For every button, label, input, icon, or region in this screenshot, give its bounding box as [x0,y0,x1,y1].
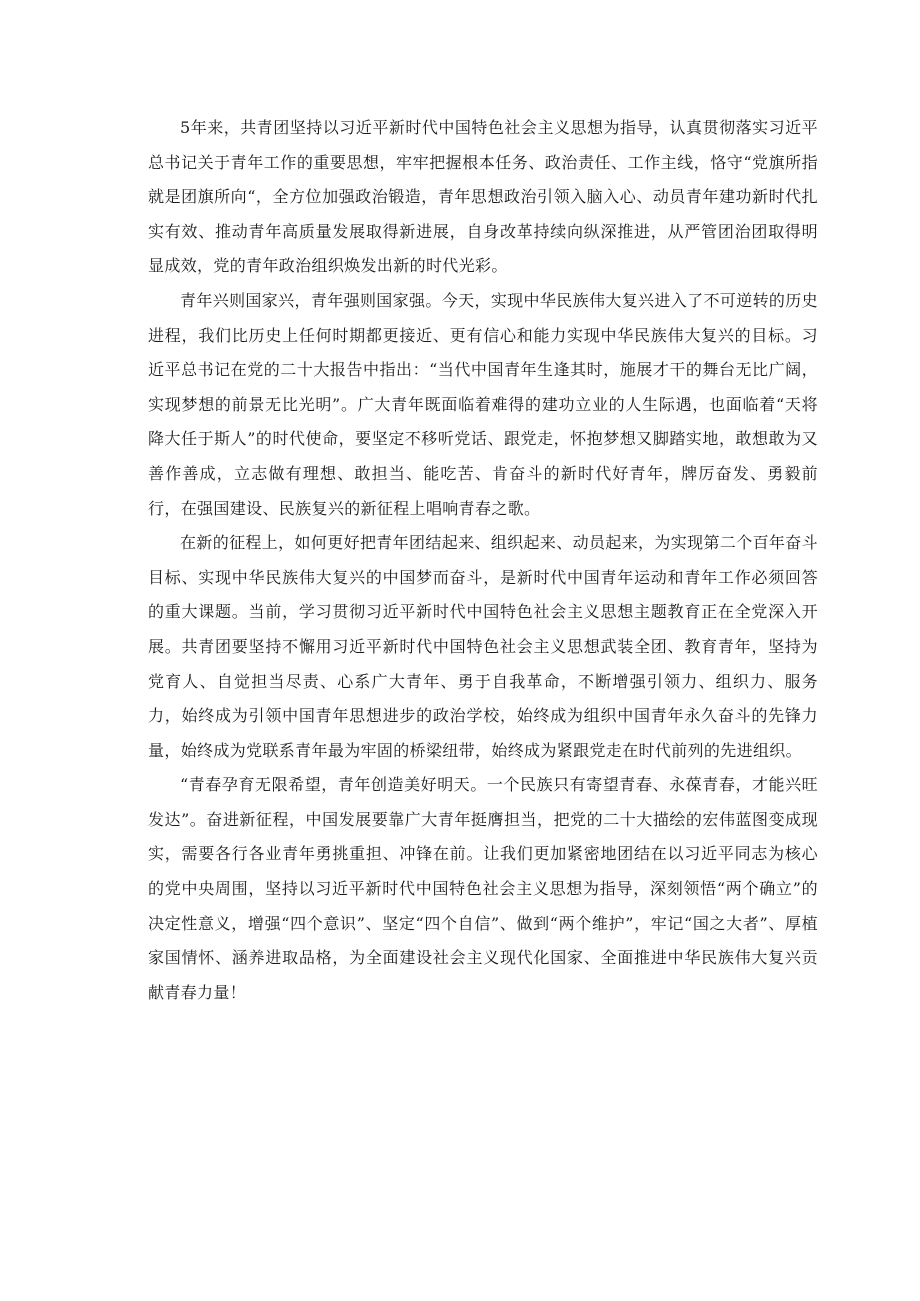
paragraph-4: “青春孕育无限希望，青年创造美好明天。一个民族只有寄望青春、永葆青春，才能兴旺发达”。奋进新征程，中国发展要靠广大青年挺膺担当，把党的二十大描绘的宏伟蓝图变成现实，需要各行各业青年勇挑重担、冲锋在前。让我们更加紧密地团结在以习近平同志为核心的党中央周围，坚持以习近平新时代中国特色社会主义思想为指导，深刻领悟“两个确立”的决定性意义，增强“四个意识”、坚定“四个自信”、做到“两个维护”，牢记“国之大者”、厚植家国情怀、涵养进取品格，为全面建设社会主义现代化国家、全面推进中华民族伟大复兴贡献青春力量！ [148,775,818,1002]
document-body [148,111,818,1010]
paragraph-2: 青年兴则国家兴，青年强则国家强。今天，实现中华民族伟大复兴进入了不可逆转的历史进程，我们比历史上任何时期都更接近、更有信心和能力实现中华民族伟大复兴的目标。习近平总书记在党的二十大报告中指出：“当代中国青年生逢其时，施展才干的舞台无比广阔，实现梦想的前景无比光明”。广大青年既面临着难得的建功立业的人生际遇，也面临着“天将降大任于斯人”的时代使命，要坚定不移听党话、跟党走，怀抱梦想又脚踏实地，敢想敢为又善作善成，立志做有理想、敢担当、能吃苦、肯奋斗的新时代好青年，牌厉奋发、勇毅前行，在强国建设、民族复兴的新征程上唱响青春之歌。 [148,290,818,518]
paragraph-3: 在新的征程上，如何更好把青年团结起来、组织起来、动员起来，为实现第二个百年奋斗目标、实现中华民族伟大复兴的中国梦而奋斗，是新时代中国青年运动和青年工作必须回答的重大课题。当前，学习贯彻习近平新时代中国特色社会主义思想主题教育正在全党深入开展。共青团要坚持不懈用习近平新时代中国特色社会主义思想武装全团、教育青年，坚持为党育人、自觉担当尽责、心系广大青年、勇于自我革命，不断增强引领力、组织力、服务力，始终成为引领中国青年思想进步的政治学校，始终成为组织中国青年永久奋斗的先锋力量，始终成为党联系青年最为牢固的桥梁纽带，始终成为紧跟党走在时代前列的先进组织。 [148,533,818,760]
paragraph-1: 5年来，共青团坚持以习近平新时代中国特色社会主义思想为指导，认真贯彻落实习近平总书记关于青年工作的重要思想，牢牢把握根本任务、政治责任、工作主线，恪守“党旗所指就是团旗所向“，全方位加强政治锻造，青年思想政治引领入脑入心、动员青年建功新时代扎实有效、推动青年高质量发展取得新进展，自身改革持续向纵深推进，从严管团治团取得明显成效，党的青年政治组织焕发出新的时代光彩。 [148,118,818,276]
